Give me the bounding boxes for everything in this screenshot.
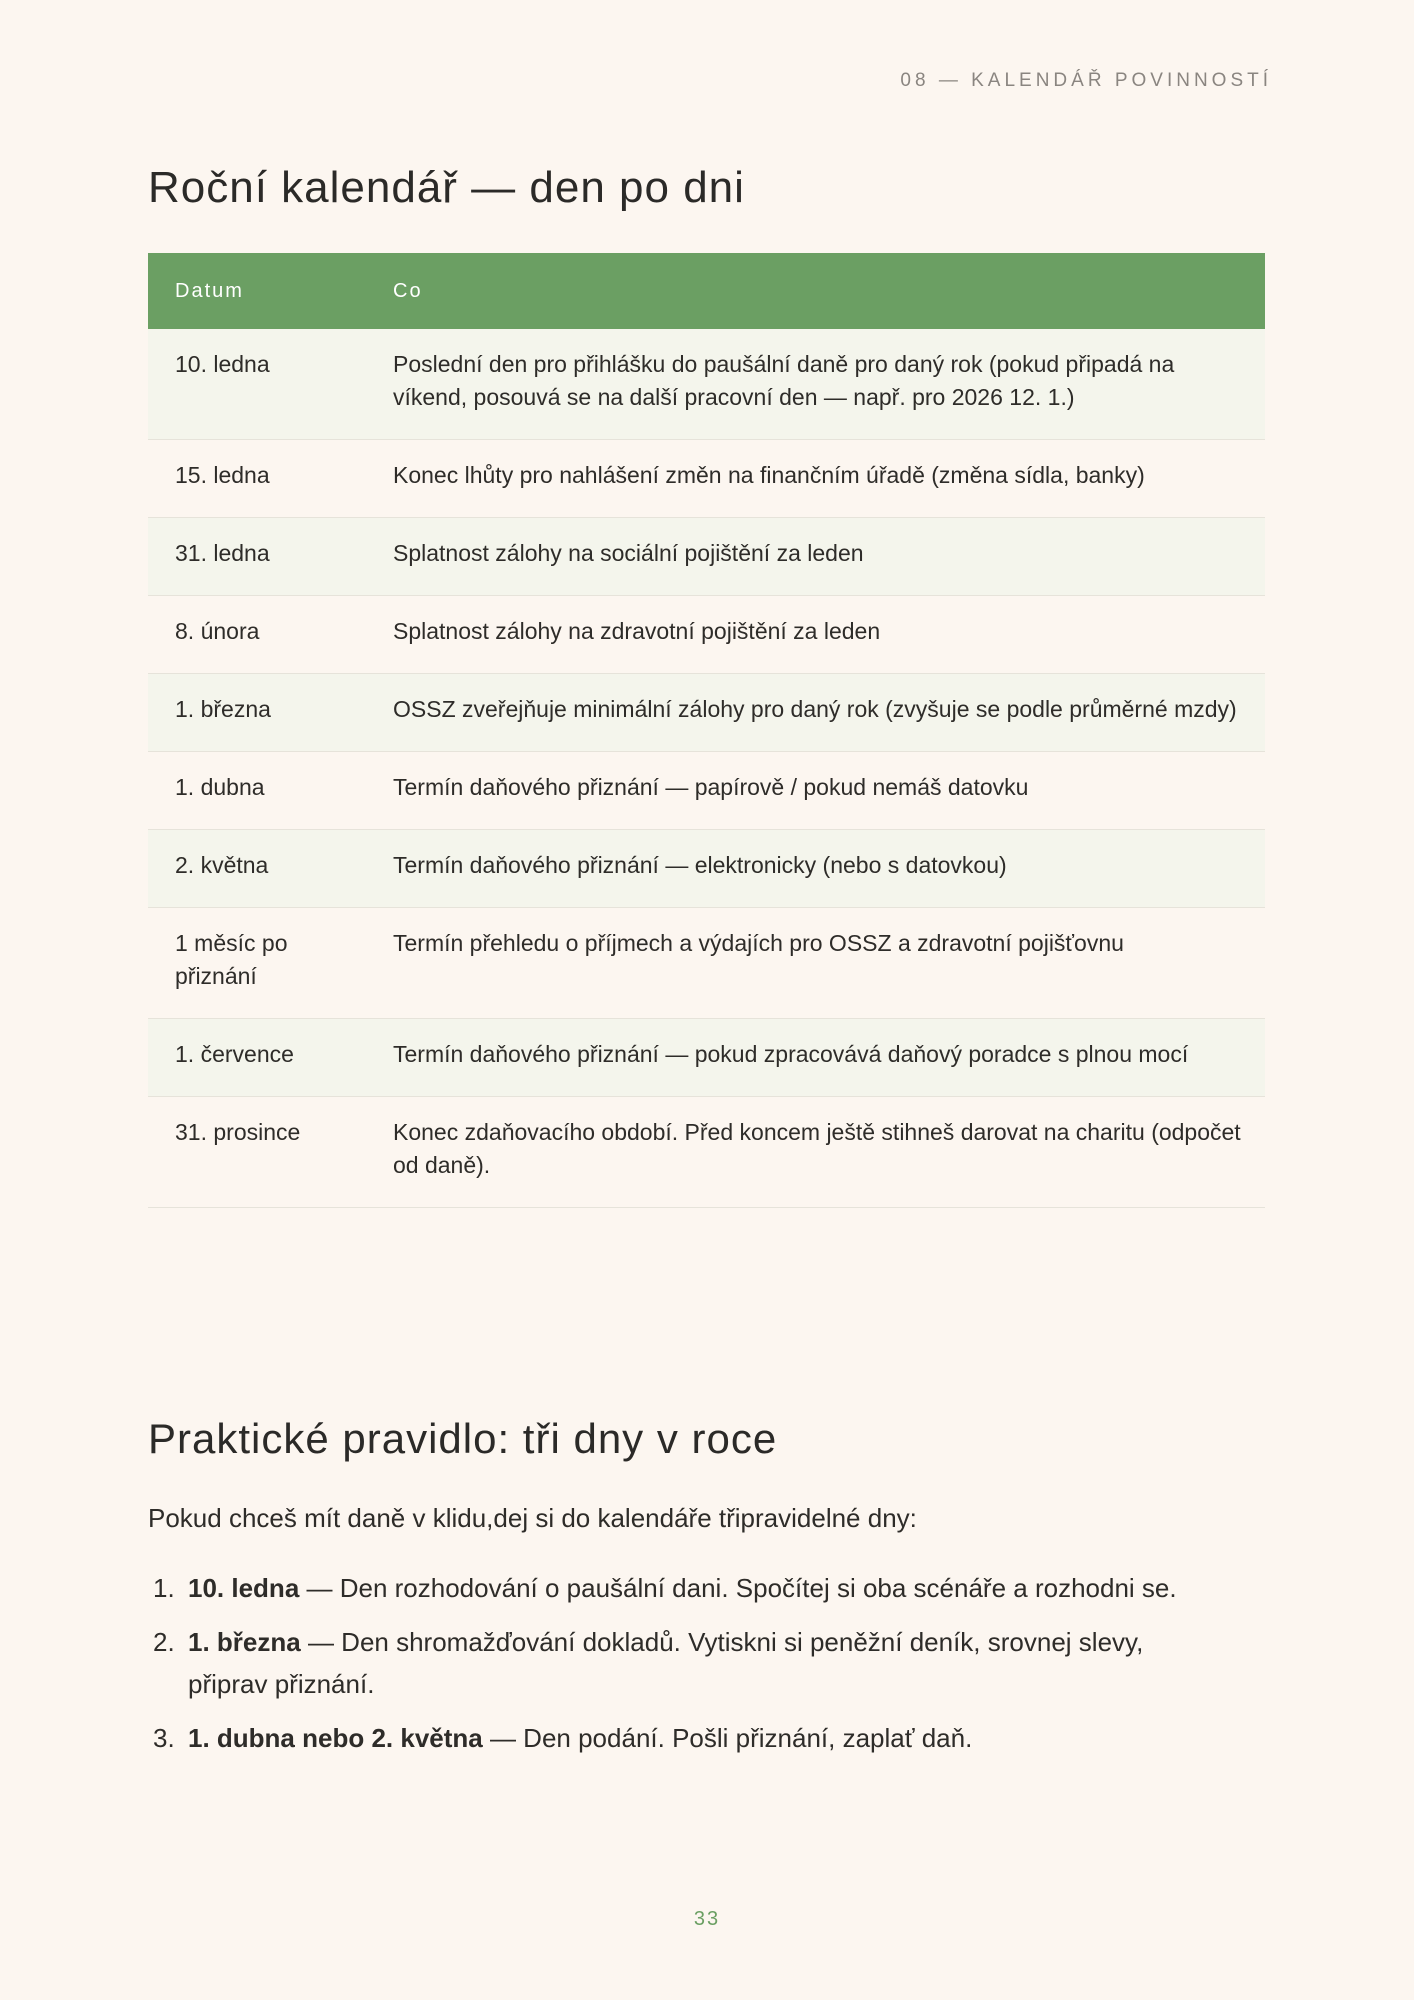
table-header-row (148, 253, 1265, 329)
row-description: Termín daňového přiznání — pokud zpracovává daňový poradce s plnou mocí (366, 1019, 1265, 1097)
row-description: Splatnost zálohy na sociální pojištění za leden (366, 518, 1265, 596)
table-row (148, 1019, 1265, 1097)
row-date: 2. května (148, 830, 366, 908)
list-item (148, 1621, 1228, 1705)
row-date: 1. dubna (148, 752, 366, 830)
list-item-text: — Den rozhodování o paušální dani. Spočítej si oba scénáře a rozhodni se. (299, 1573, 1177, 1603)
row-date: 8. února (148, 596, 366, 674)
running-head: 08 — KALENDÁŘ POVINNOSTÍ (900, 70, 1272, 91)
table-row (148, 518, 1265, 596)
list-item-text: — Den podání. Pošli přiznání, zaplať daň. (482, 1723, 973, 1753)
list-number: 2. (153, 1627, 175, 1657)
intro-paragraph: Pokud chceš mít daně v klidu,dej si do kalendáře třipravidelné dny: (148, 1503, 917, 1533)
list-number: 1. (153, 1573, 175, 1603)
table-row (148, 752, 1265, 830)
row-description: Poslední den pro přihlášku do paušální daně pro daný rok (pokud připadá na víkend, posouvá se na další pracovní den — např. pro 2026 12. 1.) (366, 329, 1265, 440)
list-item (148, 1717, 1228, 1759)
list-number: 3. (153, 1723, 175, 1753)
row-date: 1. března (148, 674, 366, 752)
table-row (148, 908, 1265, 1019)
rules-list (148, 1567, 1228, 1771)
page-title: Roční kalendář — den po dni (148, 163, 745, 212)
table-row (148, 1097, 1265, 1208)
header-datum: Datum (148, 253, 366, 329)
page-number: 33 (693, 1908, 721, 1930)
list-item-date: 1. března (188, 1627, 301, 1657)
header-co: Co (366, 253, 1265, 329)
row-date: 1 měsíc po přiznání (148, 908, 366, 1019)
table-row (148, 329, 1265, 440)
row-date: 10. ledna (148, 329, 366, 440)
table-row (148, 830, 1265, 908)
list-item-date: 1. dubna nebo 2. května (188, 1723, 483, 1753)
row-description: Termín daňového přiznání — papírově / pokud nemáš datovku (366, 752, 1265, 830)
section-title: Praktické pravidlo: tři dny v roce (148, 1415, 778, 1462)
row-description: OSSZ zveřejňuje minimální zálohy pro daný rok (zvyšuje se podle průměrné mzdy) (366, 674, 1265, 752)
row-description: Termín přehledu o příjmech a výdajích pro OSSZ a zdravotní pojišťovnu (366, 908, 1265, 1019)
table-row (148, 674, 1265, 752)
row-date: 31. ledna (148, 518, 366, 596)
row-description: Konec zdaňovacího období. Před koncem ještě stihneš darovat na charitu (odpočet od daně). (366, 1097, 1265, 1208)
row-description: Splatnost zálohy na zdravotní pojištění za leden (366, 596, 1265, 674)
table-row (148, 596, 1265, 674)
row-date: 1. července (148, 1019, 366, 1097)
table-row (148, 440, 1265, 518)
list-item-text: — Den shromažďování dokladů. Vytiskni si peněžní deník, srovnej slevy, připrav přiznání. (188, 1627, 1144, 1699)
list-item (148, 1567, 1228, 1609)
row-description: Termín daňového přiznání — elektronicky (nebo s datovkou) (366, 830, 1265, 908)
row-date: 15. ledna (148, 440, 366, 518)
calendar-table (148, 253, 1265, 1208)
list-item-date: 10. ledna (188, 1573, 300, 1603)
row-description: Konec lhůty pro nahlášení změn na finančním úřadě (změna sídla, banky) (366, 440, 1265, 518)
row-date: 31. prosince (148, 1097, 366, 1208)
